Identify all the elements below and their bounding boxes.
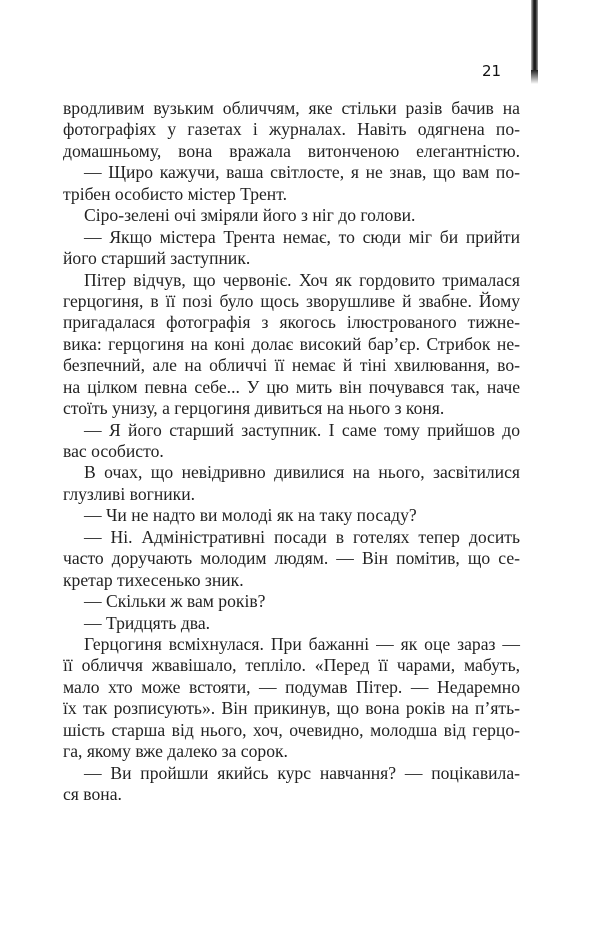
text-line: — Скільки ж вам років? — [84, 591, 266, 612]
page-number: 21 — [482, 62, 502, 80]
text-line: В очах, що невідривно дивилися на нього, засвітилися — [84, 462, 520, 483]
text-line: — Я його старший заступник. І саме тому прийшов до — [84, 419, 520, 440]
text-line: її обличчя жвавішало, тепліло. «Перед її чарами, мабуть, — [63, 655, 520, 676]
text-line: часто доручають молодим людям. — Він помітив, що се- — [63, 548, 520, 569]
text-line: глузливі вогники. — [63, 483, 196, 504]
text-line: мало хто може встояти, — подумав Пітер. — Недаремно — [63, 676, 520, 697]
text-line: Пітер відчув, що червоніє. Хоч як гордовито трималася — [84, 269, 520, 290]
text-line: — Чи не надто ви молоді як на таку посаду? — [84, 505, 417, 526]
text-line: — Ви пройшли якийсь курс навчання? — поцікавила- — [84, 762, 520, 783]
page-body-text — [63, 98, 520, 805]
text-line: герцогиня, в її позі було щось зворушливе й звабне. Йому — [63, 290, 520, 311]
text-line: фотографіях у газетах і журналах. Навіть одягнена по- — [63, 119, 520, 140]
text-line: стоїть унизу, а герцогиня дивиться на нього з коня. — [63, 398, 445, 419]
book-binding-shadow — [531, 0, 538, 84]
text-line: безпечний, але на обличчі її немає й тіні хвилювання, во- — [63, 355, 520, 376]
text-line: — Щиро кажучи, ваша світлосте, я не знав, що вам по- — [84, 162, 520, 183]
text-line: — Ні. Адміністративні посади в готелях тепер досить — [84, 526, 520, 547]
text-line: пригадалася фотографія з якогось ілюстрованого тижне- — [63, 312, 520, 333]
text-line: на цілком певна себе... У цю мить він почувався так, наче — [63, 376, 520, 397]
text-line: його старший заступник. — [63, 248, 251, 269]
text-line: — Якщо містера Трента немає, то сюди міг би прийти — [84, 226, 520, 247]
text-line: вика: герцогиня на коні долає високий бар’єр. Стрибок не- — [63, 333, 520, 354]
text-line: вродливим вузьким обличчям, яке стільки разів бачив на — [63, 98, 520, 118]
text-line: кретар тихесенько зник. — [63, 569, 244, 590]
text-line: — Тридцять два. — [84, 612, 211, 633]
text-line: трібен особисто містер Трент. — [63, 183, 287, 204]
text-line: Герцогиня всміхнулася. При бажанні — як оце зараз — — [84, 633, 520, 654]
text-line: вас особисто. — [63, 441, 164, 461]
text-line: га, якому вже далеко за сорок. — [63, 741, 288, 762]
text-line: їх так розписують». Він прикинув, що вона років на п’ять- — [63, 698, 520, 719]
text-line: шість старша від нього, хоч, очевидно, молодша від герцо- — [63, 719, 520, 740]
text-line: домашньому, вона вражала витонченою елегантністю. — [63, 140, 520, 161]
text-line: ся вона. — [63, 784, 122, 804]
text-line: Сіро-зелені очі зміряли його з ніг до голови. — [84, 205, 416, 226]
